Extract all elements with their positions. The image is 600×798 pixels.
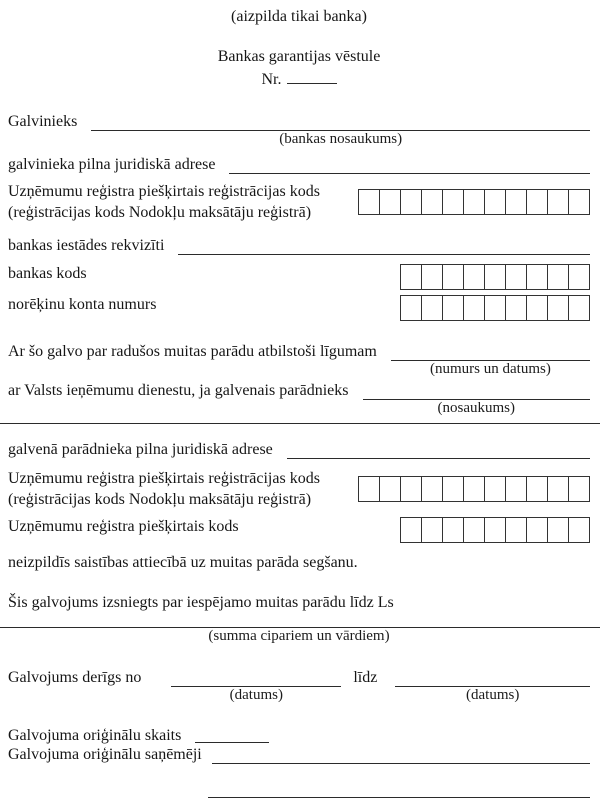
bank-details-input-line[interactable] xyxy=(178,236,590,255)
code-box-cell[interactable] xyxy=(568,295,590,321)
principal-debtor-caption: (nosaukums) xyxy=(437,400,515,416)
guarantor-reg-code-label-line2: (reģistrācijas kods Nodokļu maksātāju reģistrā) xyxy=(8,204,312,221)
originals-count-input-line[interactable] xyxy=(195,726,269,743)
code-box-cell[interactable] xyxy=(547,264,569,290)
code-box-cell[interactable] xyxy=(442,189,464,215)
field-debtor-reg-code xyxy=(8,468,590,510)
code-box-cell[interactable] xyxy=(442,517,464,543)
code-box-cell[interactable] xyxy=(400,295,422,321)
debtor-address-label: galvenā parādnieka pilna juridiskā adrese xyxy=(8,441,273,458)
code-box-cell[interactable] xyxy=(421,264,443,290)
code-box-cell[interactable] xyxy=(358,476,380,502)
code-box-cell[interactable] xyxy=(505,295,527,321)
field-guarantor-name xyxy=(8,112,590,148)
field-guarantor-reg-code xyxy=(8,181,590,223)
debtor-reg-code-label-line1: Uzņēmumu reģistra piešķirtais reģistrācijas kods xyxy=(8,470,320,487)
debtor-reg-code-label-line2: (reģistrācijas kods Nodokļu maksātāju reģistrā) xyxy=(8,491,312,508)
originals-recipients-second-line[interactable] xyxy=(208,781,590,798)
originals-recipients-fill xyxy=(212,745,590,764)
code-box-cell[interactable] xyxy=(526,189,548,215)
field-account-number xyxy=(8,295,590,321)
code-box-cell[interactable] xyxy=(547,517,569,543)
code-box-cell[interactable] xyxy=(568,189,590,215)
originals-count-label: Galvojuma oriģinālu skaits xyxy=(8,727,182,744)
originals-recipients-label: Galvojuma oriģinālu saņēmēji xyxy=(8,746,202,763)
validity-to-input-line[interactable] xyxy=(395,668,590,687)
code-box-cell[interactable] xyxy=(526,517,548,543)
contract-reference-label: Ar šo galvo par radušos muitas parādu atbilstoši līgumam xyxy=(8,343,377,360)
bank-code-boxes[interactable] xyxy=(400,264,590,290)
code-box-cell[interactable] xyxy=(547,476,569,502)
validity-from-fill xyxy=(171,668,341,704)
contract-reference-caption: (numurs un datums) xyxy=(430,361,551,377)
code-box-cell[interactable] xyxy=(484,189,506,215)
code-box-cell[interactable] xyxy=(442,476,464,502)
guarantor-name-fill xyxy=(91,112,590,148)
number-label: Nr. xyxy=(261,71,282,88)
form-number-row xyxy=(8,67,590,89)
code-box-cell[interactable] xyxy=(547,189,569,215)
guarantor-address-label: galvinieka pilna juridiskā adrese xyxy=(8,156,216,173)
code-box-cell[interactable] xyxy=(568,476,590,502)
code-box-cell[interactable] xyxy=(526,476,548,502)
field-principal-debtor xyxy=(8,381,590,417)
field-originals-recipients xyxy=(8,745,590,764)
guarantor-name-caption: (bankas nosaukums) xyxy=(279,131,403,147)
code-box-cell[interactable] xyxy=(463,476,485,502)
field-debtor-address xyxy=(8,440,590,459)
bank-details-fill xyxy=(178,236,590,255)
validity-label: Galvojums derīgs no xyxy=(8,669,142,686)
section-separator-line xyxy=(0,423,600,424)
code-box-cell[interactable] xyxy=(568,517,590,543)
code-box-cell[interactable] xyxy=(463,517,485,543)
guarantor-reg-code-label xyxy=(8,181,320,223)
field-contract-reference xyxy=(8,342,590,378)
validity-from-input-line[interactable] xyxy=(171,668,341,687)
code-box-cell[interactable] xyxy=(400,517,422,543)
bank-details-label: bankas iestādes rekvizīti xyxy=(8,237,165,254)
code-box-cell[interactable] xyxy=(379,189,401,215)
field-bank-details xyxy=(8,236,590,255)
code-box-cell[interactable] xyxy=(484,517,506,543)
code-box-cell[interactable] xyxy=(526,295,548,321)
header-note: (aizpilda tikai banka) xyxy=(231,8,367,25)
contract-reference-input-line[interactable] xyxy=(391,342,590,361)
account-number-label: norēķinu konta numurs xyxy=(8,296,157,313)
guarantor-name-label: Galvinieks xyxy=(8,113,78,130)
code-box-cell[interactable] xyxy=(421,189,443,215)
code-box-cell[interactable] xyxy=(379,476,401,502)
debtor-address-input-line[interactable] xyxy=(287,440,590,459)
field-debtor-ur-code xyxy=(8,517,590,543)
debtor-address-fill xyxy=(287,440,590,459)
field-bank-code xyxy=(8,264,590,290)
code-box-cell[interactable] xyxy=(421,295,443,321)
guarantor-address-input-line[interactable] xyxy=(229,155,590,174)
account-number-boxes[interactable] xyxy=(400,295,590,321)
debtor-ur-code-label: Uzņēmumu reģistra piešķirtais kods xyxy=(8,518,239,535)
field-validity-period xyxy=(8,668,590,704)
code-box-cell[interactable] xyxy=(400,476,422,502)
code-box-cell[interactable] xyxy=(505,517,527,543)
guarantor-name-input-line[interactable] xyxy=(91,112,590,131)
code-box-cell[interactable] xyxy=(442,264,464,290)
debtor-ur-code-boxes[interactable] xyxy=(400,517,590,543)
code-box-cell[interactable] xyxy=(400,189,422,215)
code-box-cell[interactable] xyxy=(358,189,380,215)
code-box-cell[interactable] xyxy=(400,264,422,290)
field-originals-count xyxy=(8,726,590,745)
code-box-cell[interactable] xyxy=(568,264,590,290)
code-box-cell[interactable] xyxy=(484,295,506,321)
code-box-cell[interactable] xyxy=(442,295,464,321)
code-box-cell[interactable] xyxy=(484,264,506,290)
debtor-reg-code-boxes[interactable] xyxy=(358,476,590,502)
form-title: Bankas garantijas vēstule xyxy=(217,48,381,65)
amount-caption: (summa cipariem un vārdiem) xyxy=(208,628,390,644)
validity-from-caption: (datums) xyxy=(229,687,283,703)
code-box-cell[interactable] xyxy=(421,517,443,543)
code-box-cell[interactable] xyxy=(463,189,485,215)
code-box-cell[interactable] xyxy=(526,264,548,290)
code-box-cell[interactable] xyxy=(421,476,443,502)
validity-to-caption: (datums) xyxy=(466,687,520,703)
principal-debtor-fill xyxy=(363,381,591,417)
validity-to-label: līdz xyxy=(353,669,378,686)
guarantor-reg-code-boxes[interactable] xyxy=(358,189,590,215)
code-box-cell[interactable] xyxy=(505,189,527,215)
guarantor-address-fill xyxy=(229,155,590,174)
principal-debtor-input-line[interactable] xyxy=(363,381,591,400)
originals-recipients-input-line[interactable] xyxy=(212,745,590,764)
code-box-cell[interactable] xyxy=(547,295,569,321)
code-box-cell[interactable] xyxy=(505,264,527,290)
obligation-text: neizpildīs saistības attiecībā uz muitas parāda segšanu. xyxy=(8,554,358,571)
bank-code-label: bankas kods xyxy=(8,265,87,282)
field-guarantor-address xyxy=(8,155,590,174)
code-box-cell[interactable] xyxy=(463,295,485,321)
validity-to-fill xyxy=(395,668,590,704)
code-box-cell[interactable] xyxy=(463,264,485,290)
code-box-cell[interactable] xyxy=(484,476,506,502)
guarantee-amount-text: Šis galvojums izsniegts par iespējamo muitas parādu līdz Ls xyxy=(8,594,394,611)
contract-reference-fill xyxy=(391,342,590,378)
principal-debtor-label: ar Valsts ieņēmumu dienestu, ja galvenais parādnieks xyxy=(8,382,349,399)
code-box-cell[interactable] xyxy=(505,476,527,502)
number-input-line[interactable] xyxy=(287,67,337,84)
guarantor-reg-code-label-line1: Uzņēmumu reģistra piešķirtais reģistrācijas kods xyxy=(8,183,320,200)
debtor-reg-code-label xyxy=(8,468,320,510)
